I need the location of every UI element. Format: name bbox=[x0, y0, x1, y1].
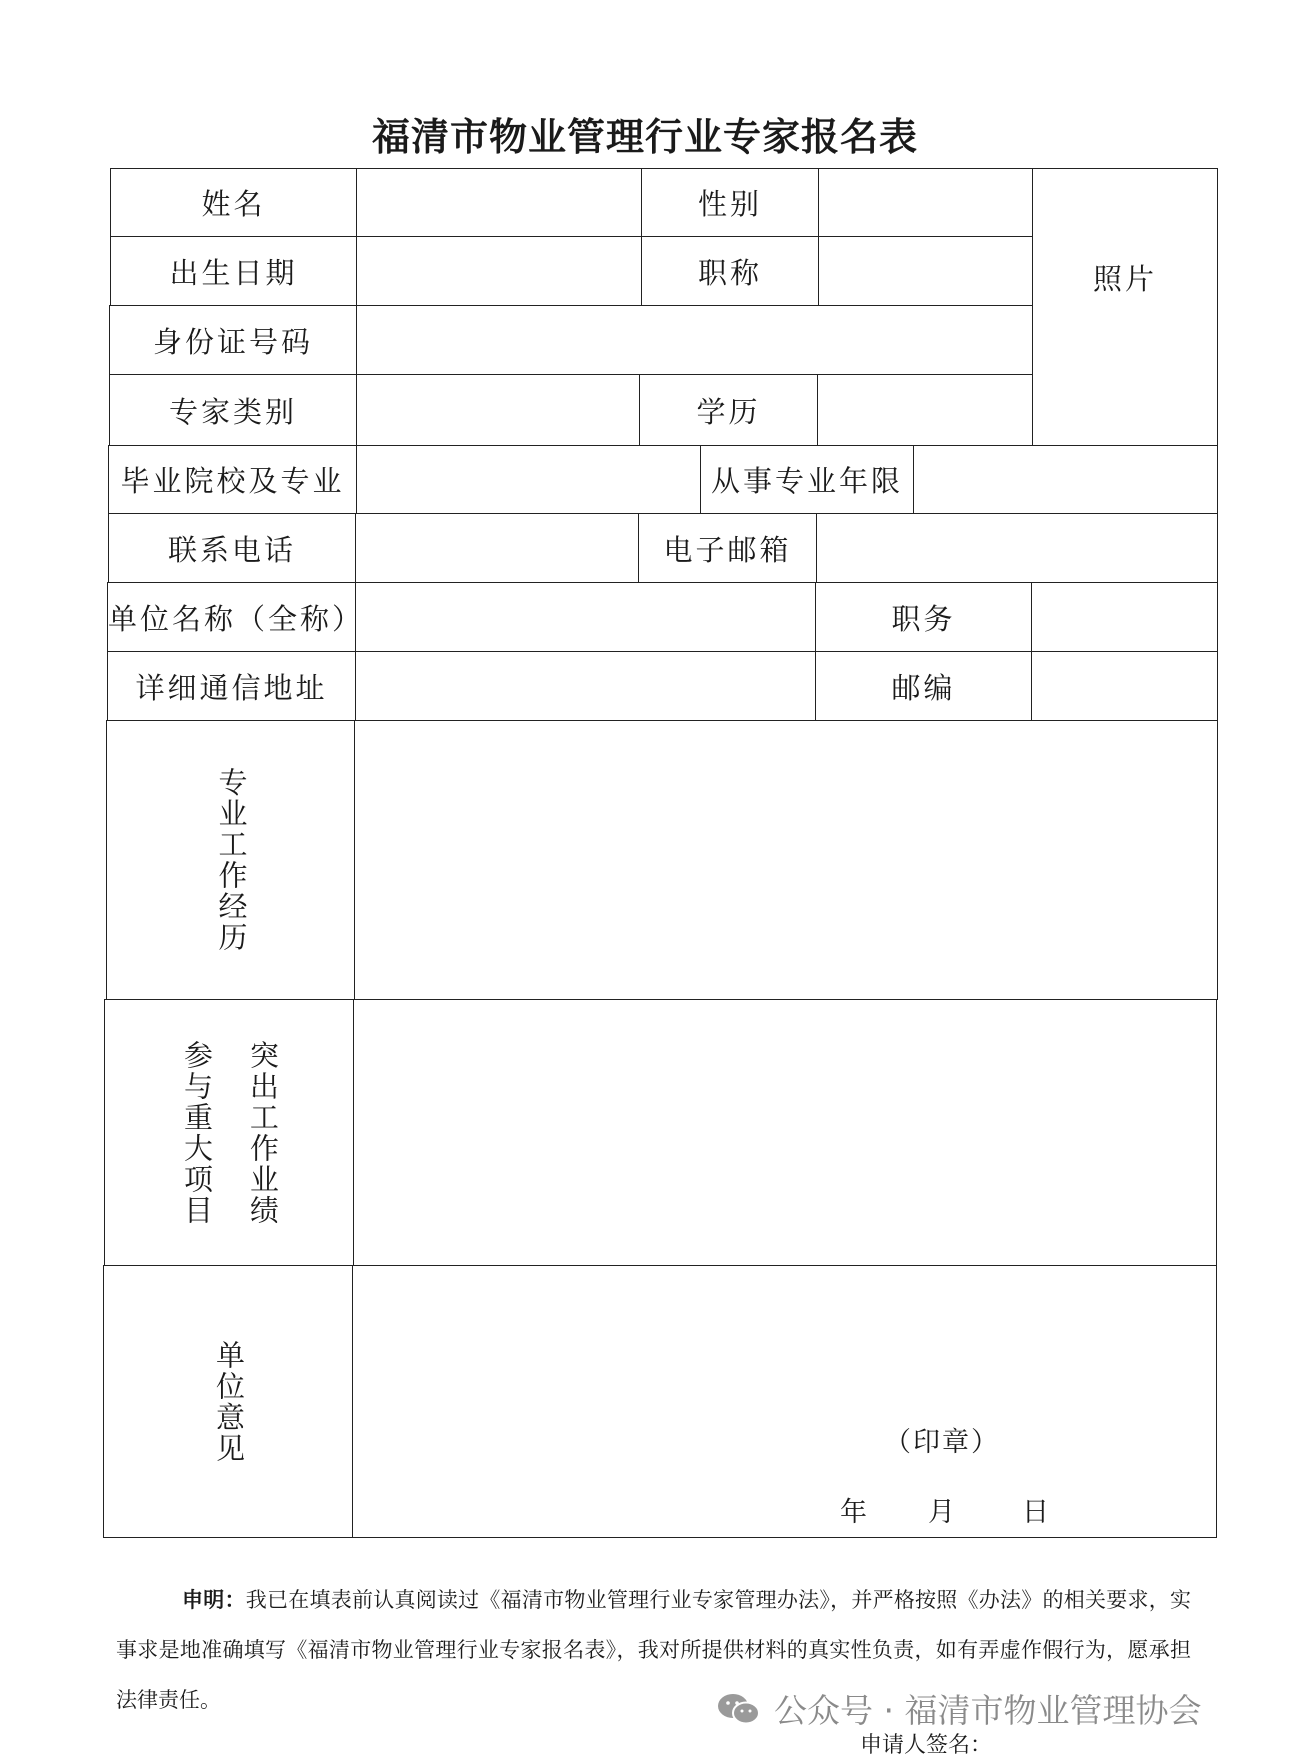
id-number-field[interactable] bbox=[356, 305, 1033, 375]
label-email: 电子邮箱 bbox=[638, 513, 817, 583]
watermark-text: 公众号 · 福清市物业管理协会 bbox=[774, 1691, 1202, 1730]
unit-opinion-label-cell bbox=[103, 1265, 353, 1538]
label-achievements: 突出工作业绩 bbox=[245, 1039, 280, 1226]
form-title: 福清市物业管理行业专家报名表 bbox=[371, 115, 918, 159]
projects-achievements-field[interactable] bbox=[353, 999, 1217, 1266]
label-address: 详细通信地址 bbox=[107, 651, 356, 721]
label-position: 职务 bbox=[815, 582, 1032, 652]
label-unit-opinion: 单位意见 bbox=[211, 1339, 246, 1464]
label-phone: 联系电话 bbox=[108, 513, 356, 583]
wechat-watermark bbox=[716, 1685, 1201, 1732]
job-title-field[interactable] bbox=[818, 236, 1033, 306]
label-years-in-field: 从事专业年限 bbox=[700, 445, 914, 514]
name-field[interactable] bbox=[356, 168, 642, 237]
phone-field[interactable] bbox=[355, 513, 639, 583]
date-day: 日 bbox=[1022, 1497, 1049, 1528]
label-education: 学历 bbox=[639, 374, 818, 446]
projects-achievements-label-cell bbox=[104, 999, 354, 1266]
email-field[interactable] bbox=[816, 513, 1218, 583]
gender-field[interactable] bbox=[818, 168, 1033, 237]
school-major-field[interactable] bbox=[356, 445, 701, 514]
postcode-field[interactable] bbox=[1031, 651, 1218, 721]
date-month: 月 bbox=[928, 1497, 955, 1528]
education-field[interactable] bbox=[817, 374, 1033, 446]
declaration-lead: 申明： bbox=[182, 1588, 246, 1612]
label-school-major: 毕业院校及专业 bbox=[108, 445, 357, 514]
birth-date-field[interactable] bbox=[356, 236, 642, 306]
label-gender: 性别 bbox=[641, 168, 819, 237]
employer-field[interactable] bbox=[355, 582, 816, 652]
wechat-icon bbox=[716, 1692, 762, 1726]
stamp-placeholder: （印章） bbox=[884, 1427, 1000, 1458]
expert-category-field[interactable] bbox=[356, 374, 640, 446]
label-id-number: 身份证号码 bbox=[109, 305, 357, 375]
label-photo: 照片 bbox=[1092, 261, 1157, 296]
address-field[interactable] bbox=[355, 651, 816, 721]
label-name: 姓名 bbox=[110, 168, 357, 237]
label-major-projects: 参与重大项目 bbox=[180, 1039, 214, 1226]
label-postcode: 邮编 bbox=[815, 651, 1032, 721]
label-expert-category: 专家类别 bbox=[109, 374, 357, 446]
work-experience-label-cell bbox=[106, 720, 355, 1000]
label-birth-date: 出生日期 bbox=[110, 236, 357, 306]
position-field[interactable] bbox=[1031, 582, 1218, 652]
years-in-field-field[interactable] bbox=[913, 445, 1218, 514]
unit-opinion-field[interactable] bbox=[352, 1265, 1217, 1538]
photo-box[interactable] bbox=[1032, 168, 1218, 446]
declaration-text: 我已在填表前认真阅读过《福清市物业管理行业专家管理办法》，并严格按照《办法》的相关要求，实事求是地准确填写《福清市物业管理行业专家报名表》，我对所提供材料的真实性负责，如有弄虚作假行为，愿承担法律责任。 bbox=[116, 1588, 1191, 1712]
date-year: 年 bbox=[840, 1497, 867, 1528]
applicant-signature-label: 申请人签名： bbox=[860, 1733, 993, 1758]
work-experience-field[interactable] bbox=[354, 720, 1218, 1000]
label-employer: 单位名称（全称） bbox=[107, 582, 356, 652]
label-work-experience: 专业工作经历 bbox=[214, 767, 249, 953]
label-job-title: 职称 bbox=[641, 236, 819, 306]
